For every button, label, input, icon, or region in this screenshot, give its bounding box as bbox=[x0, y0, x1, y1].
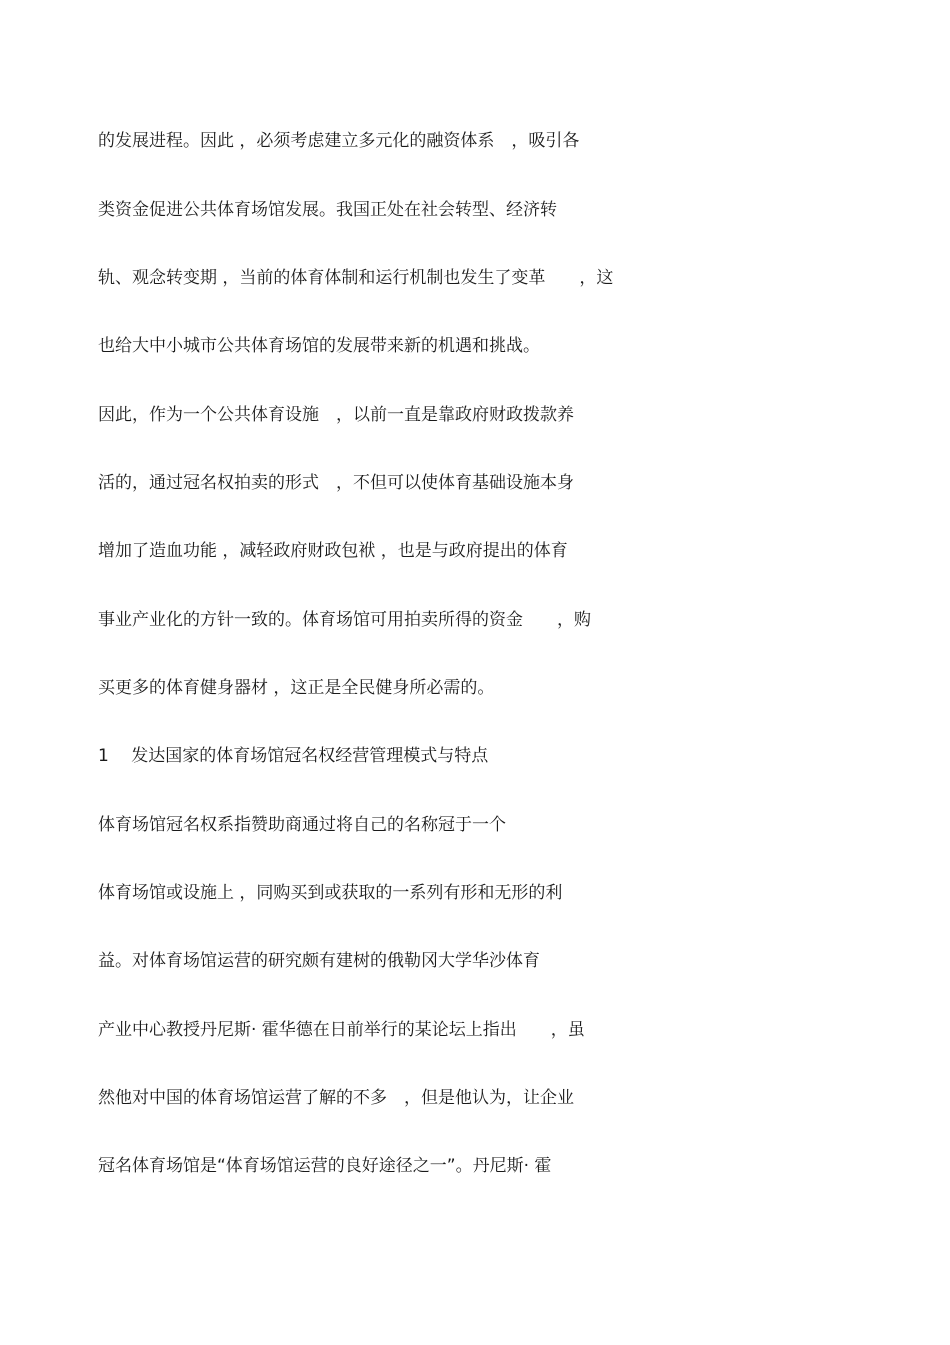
text-line-9: 买更多的体育健身器材 ，这正是全民健身所必需的。 bbox=[98, 678, 495, 698]
text-line-6: 活的，通过冠名权拍卖的形式 ，不但可以使体育基础设施本身 bbox=[98, 473, 574, 493]
text-line-13: 益。对体育场馆运营的研究颇有建树的俄勒冈大学华沙体育 bbox=[98, 951, 540, 971]
section-heading: 1 发达国家的体育场馆冠名权经营管理模式与特点 bbox=[98, 746, 489, 766]
text-line-5: 因此，作为一个公共体育设施 ，以前一直是靠政府财政拨款养 bbox=[98, 405, 574, 425]
text-line-8: 事业产业化的方针一致的。体育场馆可用拍卖所得的资金 ，购 bbox=[98, 610, 591, 630]
text-line-16: 冠名体育场馆是“体育场馆运营的良好途径之一”。丹尼斯· 霍 bbox=[98, 1156, 552, 1176]
text-line-4: 也给大中小城市公共体育场馆的发展带来新的机遇和挑战。 bbox=[98, 336, 540, 356]
text-line-12: 体育场馆或设施上 ，同购买到或获取的一系列有形和无形的利 bbox=[98, 883, 563, 903]
text-line-11: 体育场馆冠名权系指赞助商通过将自己的名称冠于一个 bbox=[98, 815, 506, 835]
text-line-3: 轨、观念转变期 ，当前的体育体制和运行机制也发生了变革 ，这 bbox=[98, 268, 614, 288]
text-line-7: 增加了造血功能 ，减轻政府财政包袱 ，也是与政府提出的体育 bbox=[98, 541, 568, 561]
text-line-2: 类资金促进公共体育场馆发展。我国正处在社会转型、经济转 bbox=[98, 200, 557, 220]
text-line-15: 然他对中国的体育场馆运营了解的不多 ，但是他认为，让企业 bbox=[98, 1088, 574, 1108]
text-line-14: 产业中心教授丹尼斯· 霍华德在日前举行的某论坛上指出 ，虽 bbox=[98, 1020, 585, 1040]
text-line-1: 的发展进程。因此 ，必须考虑建立多元化的融资体系 ，吸引各 bbox=[98, 131, 580, 151]
